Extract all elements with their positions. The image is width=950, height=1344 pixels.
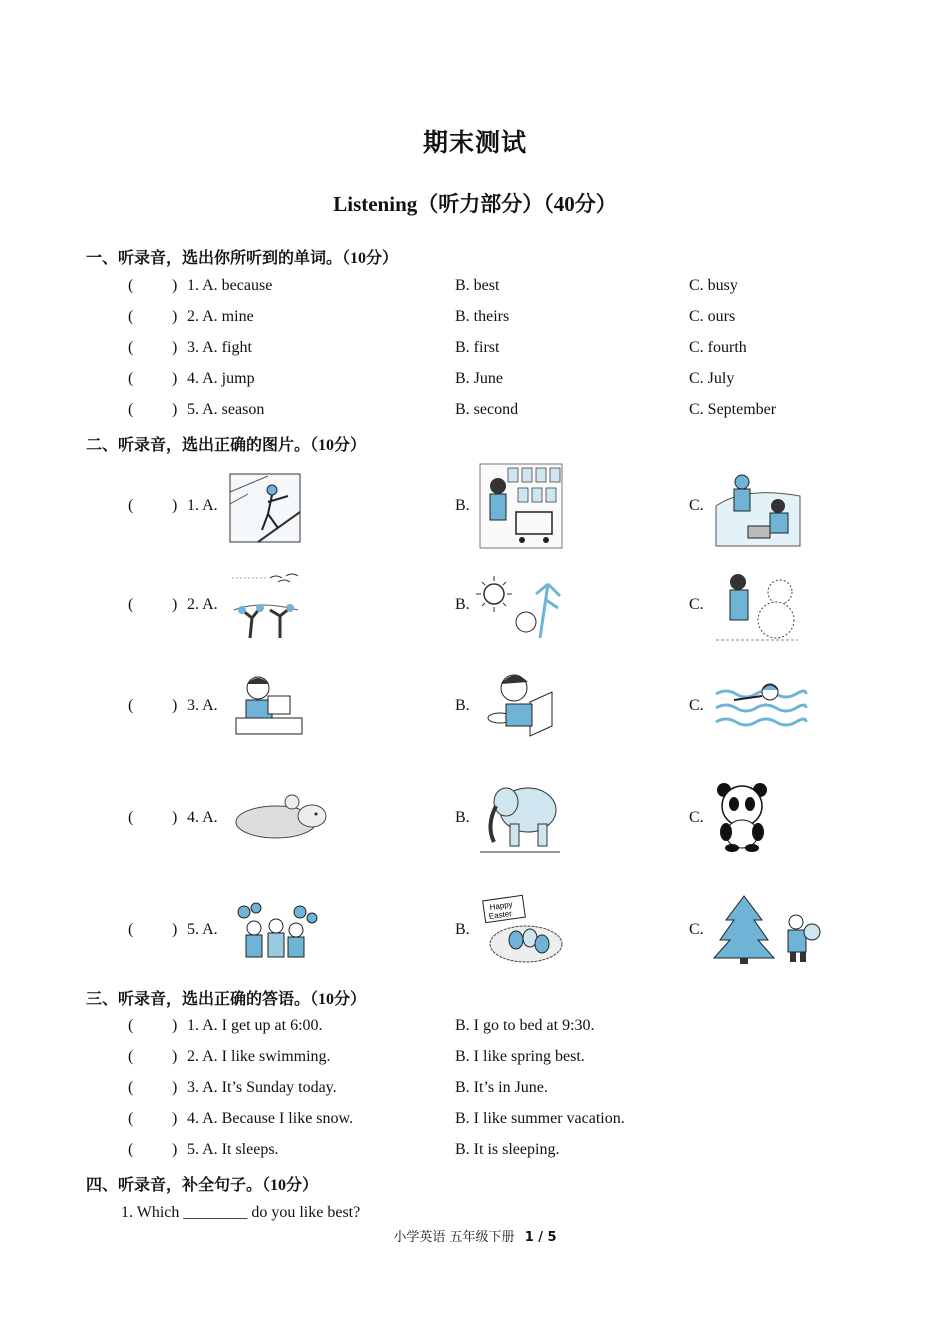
s3-q4-paren[interactable]: ( ) <box>128 1110 178 1127</box>
s1-q1-option-a: 1. A. because <box>187 277 273 294</box>
s1-q4-paren[interactable]: ( ) <box>128 370 178 387</box>
reading-boy-picture <box>232 672 308 738</box>
s1-q4-option-c: C. July <box>689 370 735 387</box>
section2-heading: 二、听录音，选出正确的图片。（10分） <box>86 437 367 454</box>
easter-eggs-picture <box>480 894 566 966</box>
picnic-picture <box>714 466 802 548</box>
section4-heading: 四、听录音，补全句子。（10分） <box>86 1177 319 1194</box>
s1-q3-option-a: 3. A. fight <box>187 339 252 356</box>
section1-heading: 一、听录音，选出你所听到的单词。（10分） <box>86 250 399 267</box>
s2-q4-label-a: 4. A. <box>187 809 218 826</box>
s3-q3-option-b: B. It’s in June. <box>455 1079 548 1096</box>
eating-boy-picture <box>480 666 560 740</box>
s3-q4-option-b: B. I like summer vacation. <box>455 1110 625 1127</box>
s2-q2-label-a: 2. A. <box>187 596 218 613</box>
section3-heading: 三、听录音，选出正确的答语。（10分） <box>86 991 367 1008</box>
s1-q2-option-c: C. ours <box>689 308 736 325</box>
s3-q2-option-b: B. I like spring best. <box>455 1048 585 1065</box>
s2-q1-label-b: B. <box>455 497 470 514</box>
s2-q1-paren[interactable]: ( ) <box>128 497 178 514</box>
s3-q1-option-b: B. I go to bed at 9:30. <box>455 1017 595 1034</box>
s1-q3-paren[interactable]: ( ) <box>128 339 178 356</box>
page-title: 期末测试 <box>422 130 527 157</box>
panda-picture <box>712 780 772 852</box>
s1-q2-option-b: B. theirs <box>455 308 510 325</box>
footer-page-number: 1 / 5 <box>524 1230 557 1245</box>
s1-q1-paren[interactable]: ( ) <box>128 277 178 294</box>
page-footer <box>0 1226 950 1245</box>
christmas-picture <box>712 892 824 966</box>
s2-q3-label-a: 3. A. <box>187 697 218 714</box>
shopping-picture <box>478 462 564 550</box>
s2-q5-label-a: 5. A. <box>187 921 218 938</box>
s2-q4-label-b: B. <box>455 809 470 826</box>
s2-q5-paren[interactable]: ( ) <box>128 921 178 938</box>
s3-q5-paren[interactable]: ( ) <box>128 1141 178 1158</box>
s1-q2-paren[interactable]: ( ) <box>128 308 178 325</box>
s3-q4-option-a: 4. A. Because I like snow. <box>187 1110 354 1127</box>
s2-q4-label-c: C. <box>689 809 704 826</box>
s1-q5-option-c: C. September <box>689 401 777 418</box>
snowman-picture <box>714 570 800 642</box>
s3-q5-option-b: B. It is sleeping. <box>455 1141 560 1158</box>
easter-sign-line1: Happy <box>489 899 514 912</box>
s2-q1-label-c: C. <box>689 497 704 514</box>
s1-q5-option-a: 5. A. season <box>187 401 265 418</box>
s2-q5-label-b: B. <box>455 921 470 938</box>
s1-q4-option-a: 4. A. jump <box>187 370 255 387</box>
s3-q3-paren[interactable]: ( ) <box>128 1079 178 1096</box>
s2-q2-paren[interactable]: ( ) <box>128 596 178 613</box>
s1-q1-option-b: B. best <box>455 277 500 294</box>
s1-q2-option-a: 2. A. mine <box>187 308 254 325</box>
polar-bear-picture <box>232 792 332 842</box>
s4-q1-sentence: 1. Which ________ do you like best? <box>121 1204 361 1221</box>
s2-q4-paren[interactable]: ( ) <box>128 809 178 826</box>
s1-q5-paren[interactable]: ( ) <box>128 401 178 418</box>
s3-q1-paren[interactable]: ( ) <box>128 1017 178 1034</box>
easter-sign-line2: Easter <box>488 908 513 922</box>
summer-sun-picture <box>476 574 564 640</box>
s1-q1-option-c: C. busy <box>689 277 738 294</box>
s2-q1-label-a: 1. A. <box>187 497 218 514</box>
skating-picture <box>228 472 302 544</box>
s2-q3-paren[interactable]: ( ) <box>128 697 178 714</box>
s3-q3-option-a: 3. A. It’s Sunday today. <box>187 1079 337 1096</box>
s2-q3-label-b: B. <box>455 697 470 714</box>
s3-q1-option-a: 1. A. I get up at 6:00. <box>187 1017 323 1034</box>
elephant-picture <box>476 776 564 858</box>
s1-q4-option-b: B. June <box>455 370 503 387</box>
s3-q2-option-a: 2. A. I like swimming. <box>187 1048 331 1065</box>
s3-q5-option-a: 5. A. It sleeps. <box>187 1141 279 1158</box>
s2-q3-label-c: C. <box>689 697 704 714</box>
page-subtitle: Listening（听力部分）（40分） <box>333 192 617 216</box>
s1-q3-option-c: C. fourth <box>689 339 747 356</box>
party-picture <box>230 902 320 962</box>
s1-q3-option-b: B. first <box>455 339 500 356</box>
s2-q2-label-c: C. <box>689 596 704 613</box>
footer-label: 小学英语 五年级下册 <box>393 1230 515 1245</box>
s2-q2-label-b: B. <box>455 596 470 613</box>
s1-q5-option-b: B. second <box>455 401 519 418</box>
swimming-picture <box>714 676 808 732</box>
s2-q5-label-c: C. <box>689 921 704 938</box>
s3-q2-paren[interactable]: ( ) <box>128 1048 178 1065</box>
autumn-tree-picture <box>230 570 302 640</box>
